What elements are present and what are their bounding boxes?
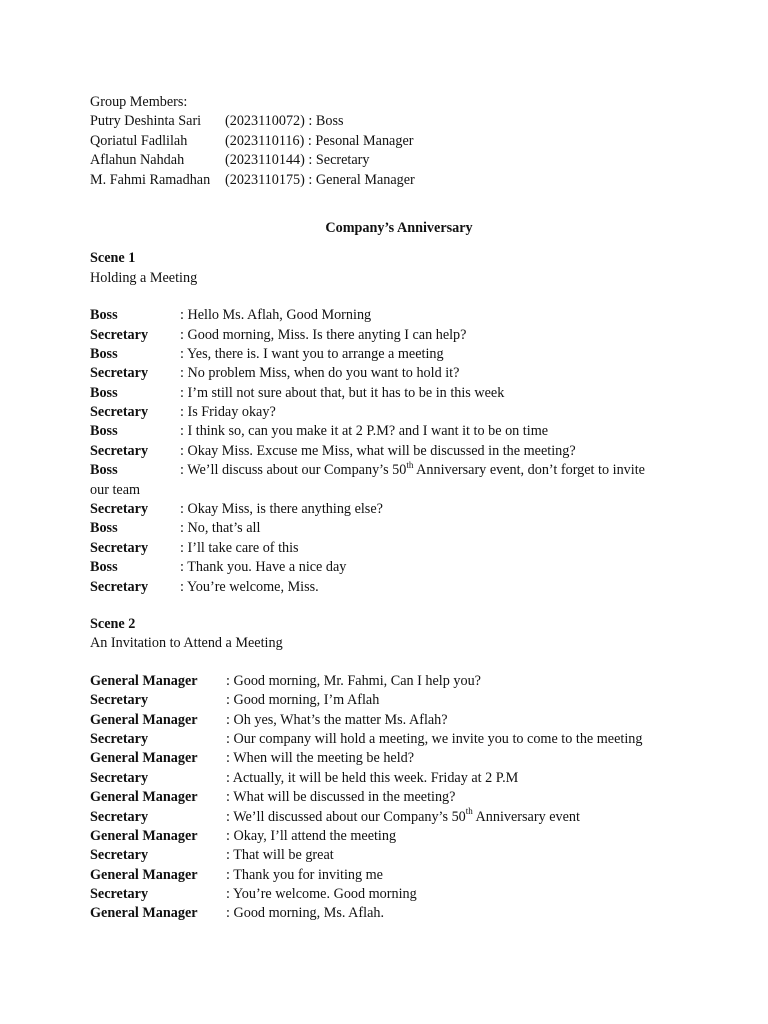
speaker: Secretary (90, 404, 149, 421)
dialogue-text: : Oh yes, What’s the matter Ms. Aflah? (226, 711, 448, 728)
dialogue-text: : Thank you. Have a nice day (180, 559, 347, 576)
dialogue-text: : We’ll discussed about our Company’s 50 (226, 808, 466, 825)
member-info: (2023110072) : Boss (225, 113, 344, 130)
dialogue-line (90, 769, 710, 788)
speaker: Boss (90, 520, 118, 537)
dialogue-text: : I’ll take care of this (180, 539, 299, 556)
scene-2-heading: Scene 2 (90, 615, 136, 632)
dialogue-text: : You’re welcome, Miss. (180, 578, 319, 595)
dialogue-text: : Good morning, Ms. Aflah. (226, 905, 385, 922)
dialogue-wrap: our team (90, 481, 141, 498)
member-name: Aflahun Nahdah (90, 152, 185, 169)
dialogue-line (90, 539, 710, 558)
speaker: Secretary (90, 808, 149, 825)
ordinal-suffix: th (465, 805, 473, 816)
dialogue-line (90, 326, 710, 345)
dialogue-line (90, 846, 710, 865)
speaker: Boss (90, 462, 118, 479)
dialogue-line (90, 500, 710, 519)
dialogue-line (90, 749, 710, 768)
speaker: General Manager (90, 905, 198, 922)
speaker: General Manager (90, 866, 198, 883)
speaker: Boss (90, 559, 118, 576)
speaker: Boss (90, 423, 118, 440)
dialogue-line (90, 558, 710, 577)
dialogue-text: : Okay Miss. Excuse me Miss, what will be discussed in the meeting? (180, 442, 576, 459)
dialogue-text: : That will be great (226, 847, 334, 864)
speaker: Secretary (90, 365, 149, 382)
dialogue-text: : Okay Miss, is there anything else? (180, 501, 383, 518)
dialogue-line (90, 403, 710, 422)
speaker: Secretary (90, 326, 149, 343)
dialogue-text: : Yes, there is. I want you to arrange a meeting (180, 345, 444, 362)
speaker: Secretary (90, 692, 149, 709)
dialogue-text: : Thank you for inviting me (226, 866, 383, 883)
scene-1 (90, 249, 710, 597)
dialogue-text: : We’ll discuss about our Company’s 50 (180, 462, 407, 479)
speaker: Boss (90, 345, 118, 362)
dialogue-text: : Good morning, Mr. Fahmi, Can I help you? (226, 672, 481, 689)
speaker: General Manager (90, 789, 198, 806)
speaker: General Manager (90, 750, 198, 767)
speaker: Secretary (90, 886, 149, 903)
speaker: Boss (90, 384, 118, 401)
dialogue-line (90, 422, 710, 441)
dialogue-line (90, 345, 710, 364)
dialogue-line (90, 306, 710, 325)
member-row (90, 112, 710, 131)
speaker: Secretary (90, 539, 149, 556)
dialogue-line (90, 384, 710, 403)
dialogue-line (90, 827, 710, 846)
dialogue-text: : I think so, can you make it at 2 P.M? and I want it to be on time (180, 423, 549, 440)
speaker: Secretary (90, 578, 149, 595)
dialogue-line (90, 364, 710, 383)
dialogue-text: : No, that’s all (180, 520, 261, 537)
speaker: Boss (90, 307, 118, 324)
dialogue-line (90, 519, 710, 538)
dialogue-line (90, 711, 710, 730)
member-info: (2023110144) : Secretary (225, 152, 370, 169)
dialogue-text: : When will the meeting be held? (226, 750, 415, 767)
speaker: Secretary (90, 769, 149, 786)
dialogue-text: : Good morning, Miss. Is there anyting I can help? (180, 326, 467, 343)
speaker: Secretary (90, 847, 149, 864)
member-row (90, 151, 710, 170)
speaker: Secretary (90, 442, 149, 459)
dialogue-line (90, 730, 710, 749)
dialogue-text-cont: Anniversary event (472, 808, 580, 825)
dialogue-line (90, 691, 710, 710)
speaker: General Manager (90, 672, 198, 689)
dialogue-line (90, 442, 710, 461)
dialogue-text: : Is Friday okay? (180, 404, 276, 421)
dialogue-text-cont: Anniversary event, don’t forget to invite (413, 462, 645, 479)
dialogue-text: : No problem Miss, when do you want to hold it? (180, 365, 460, 382)
scene-1-subtitle: Holding a Meeting (90, 269, 198, 286)
scene-2-subtitle: An Invitation to Attend a Meeting (90, 635, 283, 652)
member-row (90, 132, 710, 151)
speaker: General Manager (90, 711, 198, 728)
dialogue-text: : What will be discussed in the meeting? (226, 789, 456, 806)
dialogue-line (90, 866, 710, 885)
members-heading: Group Members: (90, 94, 188, 110)
dialogue-text: : Our company will hold a meeting, we invite you to come to the meeting (226, 730, 643, 747)
dialogue-text: : Hello Ms. Aflah, Good Morning (180, 307, 372, 324)
dialogue-line (90, 578, 710, 597)
member-info: (2023110175) : General Manager (225, 171, 415, 188)
group-members (90, 93, 710, 190)
member-name: Qoriatul Fadlilah (90, 132, 188, 149)
dialogue-line (90, 805, 710, 827)
dialogue-text: : You’re welcome. Good morning (226, 886, 417, 903)
dialogue-line (90, 885, 710, 904)
dialogue-line (90, 788, 710, 807)
dialogue-text: : I’m still not sure about that, but it has to be in this week (180, 384, 505, 401)
document-title: Company’s Anniversary (325, 219, 473, 236)
scene-1-heading: Scene 1 (90, 250, 136, 267)
member-name: Putry Deshinta Sari (90, 113, 202, 130)
member-row (90, 171, 710, 190)
speaker: Secretary (90, 730, 149, 747)
speaker: Secretary (90, 501, 149, 518)
dialogue-line (90, 904, 710, 923)
dialogue-text: : Okay, I’ll attend the meeting (226, 827, 397, 844)
dialogue-line (90, 672, 710, 691)
scene-2 (90, 615, 710, 924)
document-page (90, 93, 710, 924)
dialogue-line (90, 461, 710, 480)
ordinal-suffix: th (406, 459, 414, 470)
dialogue-text: : Good morning, I’m Aflah (226, 692, 380, 709)
member-name: M. Fahmi Ramadhan (90, 171, 211, 188)
speaker: General Manager (90, 827, 198, 844)
member-info: (2023110116) : Pesonal Manager (225, 132, 414, 149)
dialogue-text: : Actually, it will be held this week. Friday at 2 P.M (226, 769, 519, 786)
